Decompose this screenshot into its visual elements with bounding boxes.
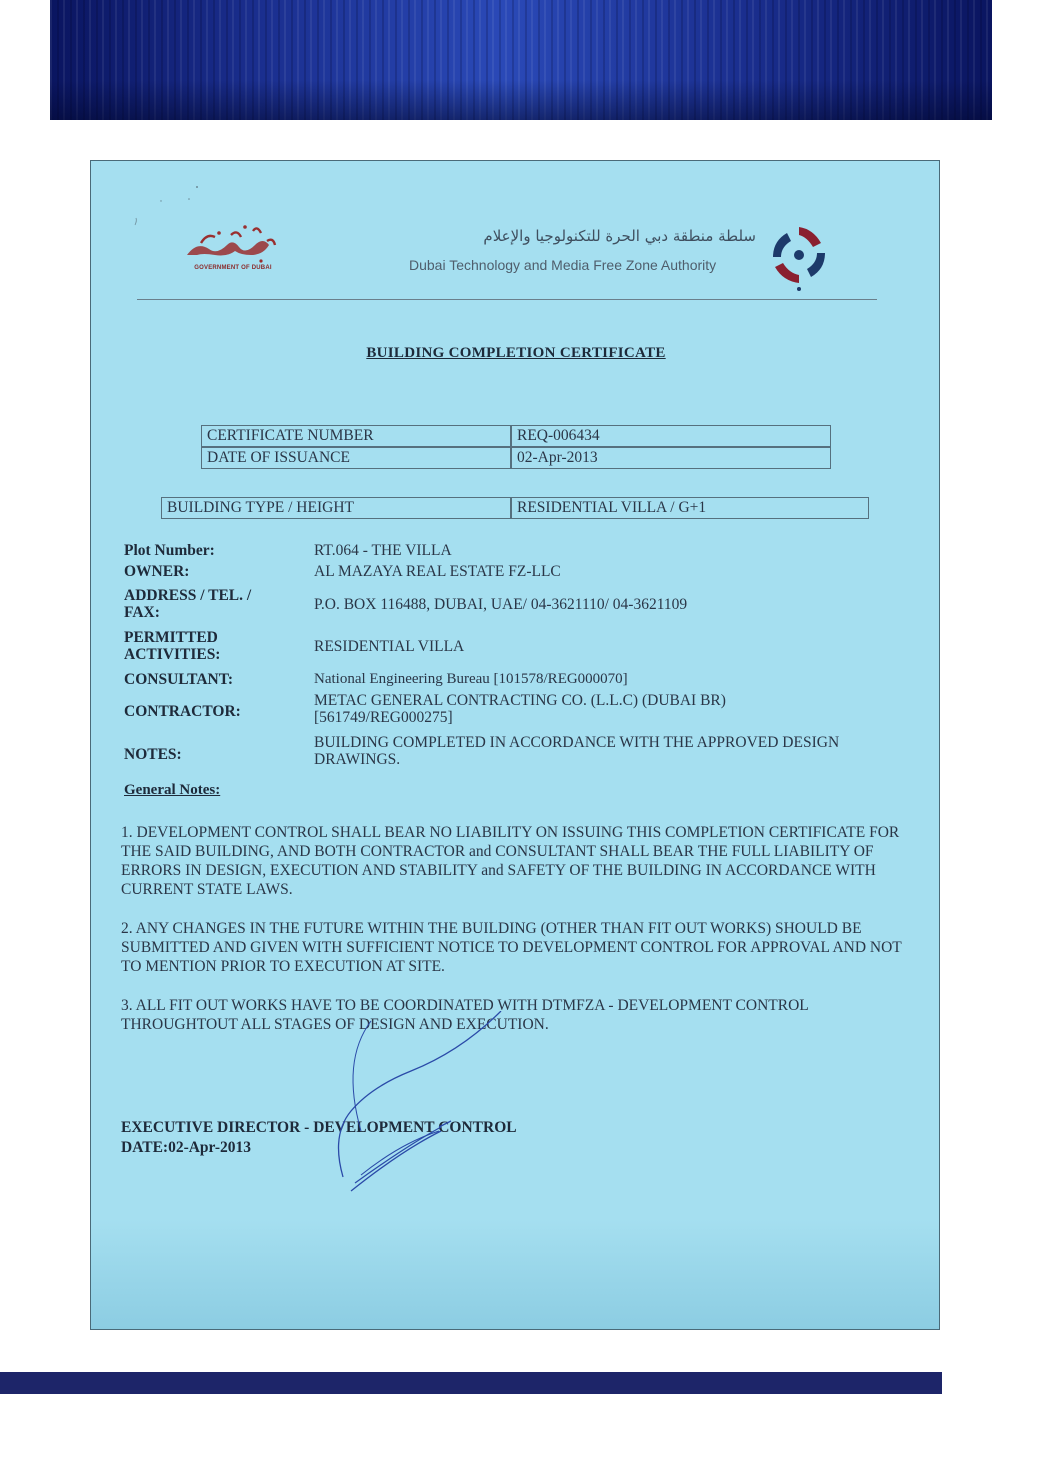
authority-name-english: Dubai Technology and Media Free Zone Authority xyxy=(409,257,717,273)
certificate-number-value: REQ-006434 xyxy=(511,425,831,447)
field-value: METAC GENERAL CONTRACTING CO. (L.L.C) (DUBAI BR) [561749/REG000275] xyxy=(314,692,726,726)
building-type-value: RESIDENTIAL VILLA / G+1 xyxy=(511,497,869,519)
signature-icon xyxy=(311,1011,551,1201)
header-divider xyxy=(137,299,877,300)
field-value: National Engineering Bureau [101578/REG000070] xyxy=(314,671,628,687)
field-label: CONTRACTOR: xyxy=(124,703,241,720)
field-row-notes xyxy=(124,734,914,772)
certificate-info-table xyxy=(201,425,831,469)
certificate-number-label: CERTIFICATE NUMBER xyxy=(201,425,511,447)
field-row-owner xyxy=(124,563,914,587)
field-value: RT.064 - THE VILLA xyxy=(314,542,452,559)
date-of-issuance-value: 02-Apr-2013 xyxy=(511,447,831,469)
table-row xyxy=(161,497,869,519)
note-1: 1. DEVELOPMENT CONTROL SHALL BEAR NO LIABILITY ON ISSUING THIS COMPLETION CERTIFICATE FOR THE SAID BUILDING, AND BOTH CONTRACTOR and CONSULTANT SHALL BEAR THE FULL LIABILITY OF ERRORS IN DESIGN, EXECUTION AND STABILITY and SAFETY OF THE BUILDING IN ACCORDANCE WITH CURRENT STATE LAWS. xyxy=(121,824,900,898)
building-type-table xyxy=(161,497,869,519)
government-caption: GOVERNMENT OF DUBAI xyxy=(194,265,272,271)
top-banner xyxy=(50,0,992,120)
footer-bar xyxy=(0,1372,942,1394)
field-label: PERMITTED ACTIVITIES: xyxy=(124,629,221,663)
field-value: RESIDENTIAL VILLA xyxy=(314,638,465,655)
table-row xyxy=(201,447,831,469)
signatory-title: EXECUTIVE DIRECTOR - DEVELOPMENT CONTROL xyxy=(121,1119,517,1136)
general-notes-heading: General Notes: xyxy=(124,782,221,798)
date-of-issuance-label: DATE OF ISSUANCE xyxy=(201,447,511,469)
certificate-document xyxy=(90,160,940,1330)
field-row-contractor xyxy=(124,692,914,734)
field-row-plot-number xyxy=(124,542,914,563)
table-row xyxy=(201,425,831,447)
field-value: AL MAZAYA REAL ESTATE FZ-LLC xyxy=(314,563,561,580)
field-label: OWNER: xyxy=(124,563,190,580)
field-value: P.O. BOX 116488, DUBAI, UAE/ 04-3621110/ 04-3621109 xyxy=(314,596,688,613)
authority-name-arabic: سلطة منطقة دبي الحرة للتكنولوجيا والإعلام xyxy=(483,227,756,245)
field-label: NOTES: xyxy=(124,746,182,763)
certificate-title: BUILDING COMPLETION CERTIFICATE xyxy=(366,345,666,361)
field-label: ADDRESS / TEL. / FAX: xyxy=(124,587,252,621)
certificate-fields xyxy=(124,542,914,772)
field-row-permitted-activities xyxy=(124,629,914,671)
field-value: BUILDING COMPLETED IN ACCORDANCE WITH THE APPROVED DESIGN DRAWINGS. xyxy=(314,734,840,768)
government-of-dubai-logo-icon xyxy=(171,221,291,281)
field-label: CONSULTANT: xyxy=(124,671,234,688)
building-type-label: BUILDING TYPE / HEIGHT xyxy=(161,497,511,519)
field-row-consultant xyxy=(124,671,914,692)
field-row-address xyxy=(124,587,914,629)
signatory-date: DATE:02-Apr-2013 xyxy=(121,1139,252,1156)
dtmfza-logo-icon xyxy=(763,219,835,291)
field-label: Plot Number: xyxy=(124,542,215,559)
note-3: 3. ALL FIT OUT WORKS HAVE TO BE COORDINATED WITH DTMFZA - DEVELOPMENT CONTROL THROUGHTOUT ALL STAGES OF DESIGN AND EXECUTION. xyxy=(121,997,809,1033)
note-2: 2. ANY CHANGES IN THE FUTURE WITHIN THE BUILDING (OTHER THAN FIT OUT WORKS) SHOULD BE SUBMITTED AND GIVEN WITH SUFFICIENT NOTICE TO DEVELOPMENT CONTROL FOR APPROVAL AND NOT TO MENTION PRIOR TO EXECUTION AT SITE. xyxy=(121,920,902,975)
